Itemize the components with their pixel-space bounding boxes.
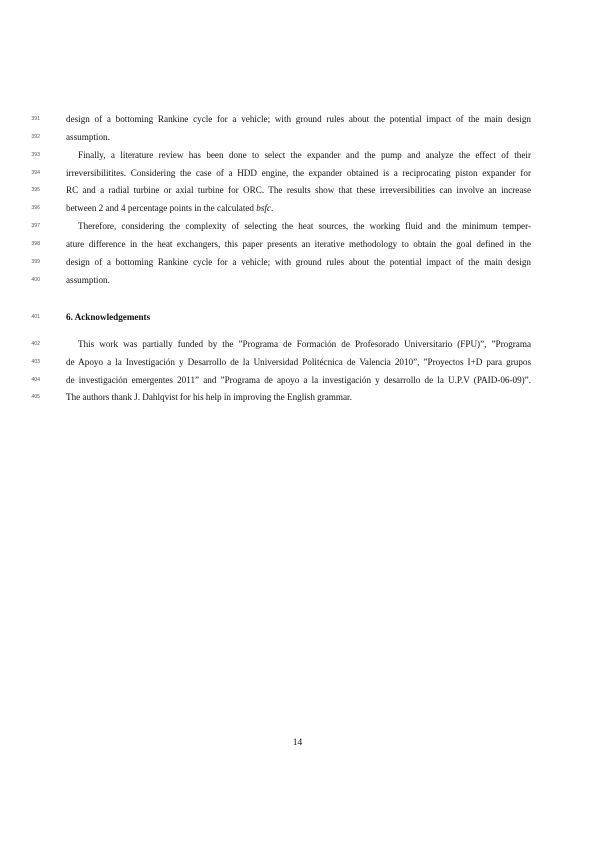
line-text: design of a bottoming Rankine cycle for a vehicle; with ground rules about the potential impact of the main design [66,114,531,124]
text-line [0,256,595,268]
line-text: assumption. [66,132,110,142]
bsfc-term: bsfc [256,203,271,213]
line-number: 400 [31,277,40,283]
text-line [0,149,595,161]
text-line [0,131,595,143]
line-text: de investigación emergentes 2011” and ”Programa de apoyo a la investigación y desarrollo de la U.P.V (PAID-06-09)”. [66,375,531,385]
line-number: 399 [31,259,40,265]
text-line [0,184,595,196]
line-text [66,202,531,214]
line-number: 405 [31,394,40,400]
line-number: 391 [31,116,40,122]
page-number: 14 [292,738,303,748]
line-text: Finally, a literature review has been done to select the expander and the pump and analyze the effect of their [78,150,531,160]
line-text: irreversibilitites. Considering the case of a HDD engine, the expander obtained is a reciprocating piston expander for [66,168,531,178]
section-heading [0,311,595,323]
line-number: 392 [31,134,40,140]
line-number: 401 [31,314,40,320]
line-text: RC and a radial turbine or axial turbine for ORC. The results show that these irreversibilities can involve an increase [66,185,531,195]
line-text: design of a bottoming Rankine cycle for a vehicle; with ground rules about the potential impact of the main design [66,257,531,267]
line-number: 396 [31,205,40,211]
text-line [0,167,595,179]
line-number: 403 [31,359,40,365]
line-text: assumption. [66,275,110,285]
line-text: This work was partially funded by the ”Programa de Formación de Profesorado Universitario (FPU)”, ”Programa [78,339,531,349]
line-text: The authors thank J. Dahlqvist for his help in improving the English grammar. [66,392,352,402]
line-text-pre: between 2 and 4 percentage points in the calculated [66,203,257,213]
text-line [0,391,595,403]
line-number: 397 [31,223,40,229]
line-number: 395 [31,187,40,193]
text-line [0,238,595,250]
text-line [0,338,595,350]
heading-text: 6. Acknowledgements [66,312,151,322]
line-number: 402 [31,341,40,347]
line-number: 404 [31,377,40,383]
line-text-post: . [270,203,274,213]
text-line [0,113,595,125]
text-line [0,202,595,214]
line-text: ature difference in the heat exchangers, this paper presents an iterative methodology to obtain the goal defined in the [66,239,531,249]
line-text: Therefore, considering the complexity of selecting the heat sources, the working fluid and the minimum temper- [78,221,531,231]
line-number: 394 [31,170,40,176]
text-line [0,220,595,232]
text-line [0,374,595,386]
line-number: 398 [31,241,40,247]
text-line [0,274,595,286]
text-line [0,356,595,368]
line-number: 393 [31,152,40,158]
line-text: de Apoyo a la Investigación y Desarrollo de la Universidad Politécnica de Valencia 2010”, ”Proyectos I+D para grupos [66,357,531,367]
